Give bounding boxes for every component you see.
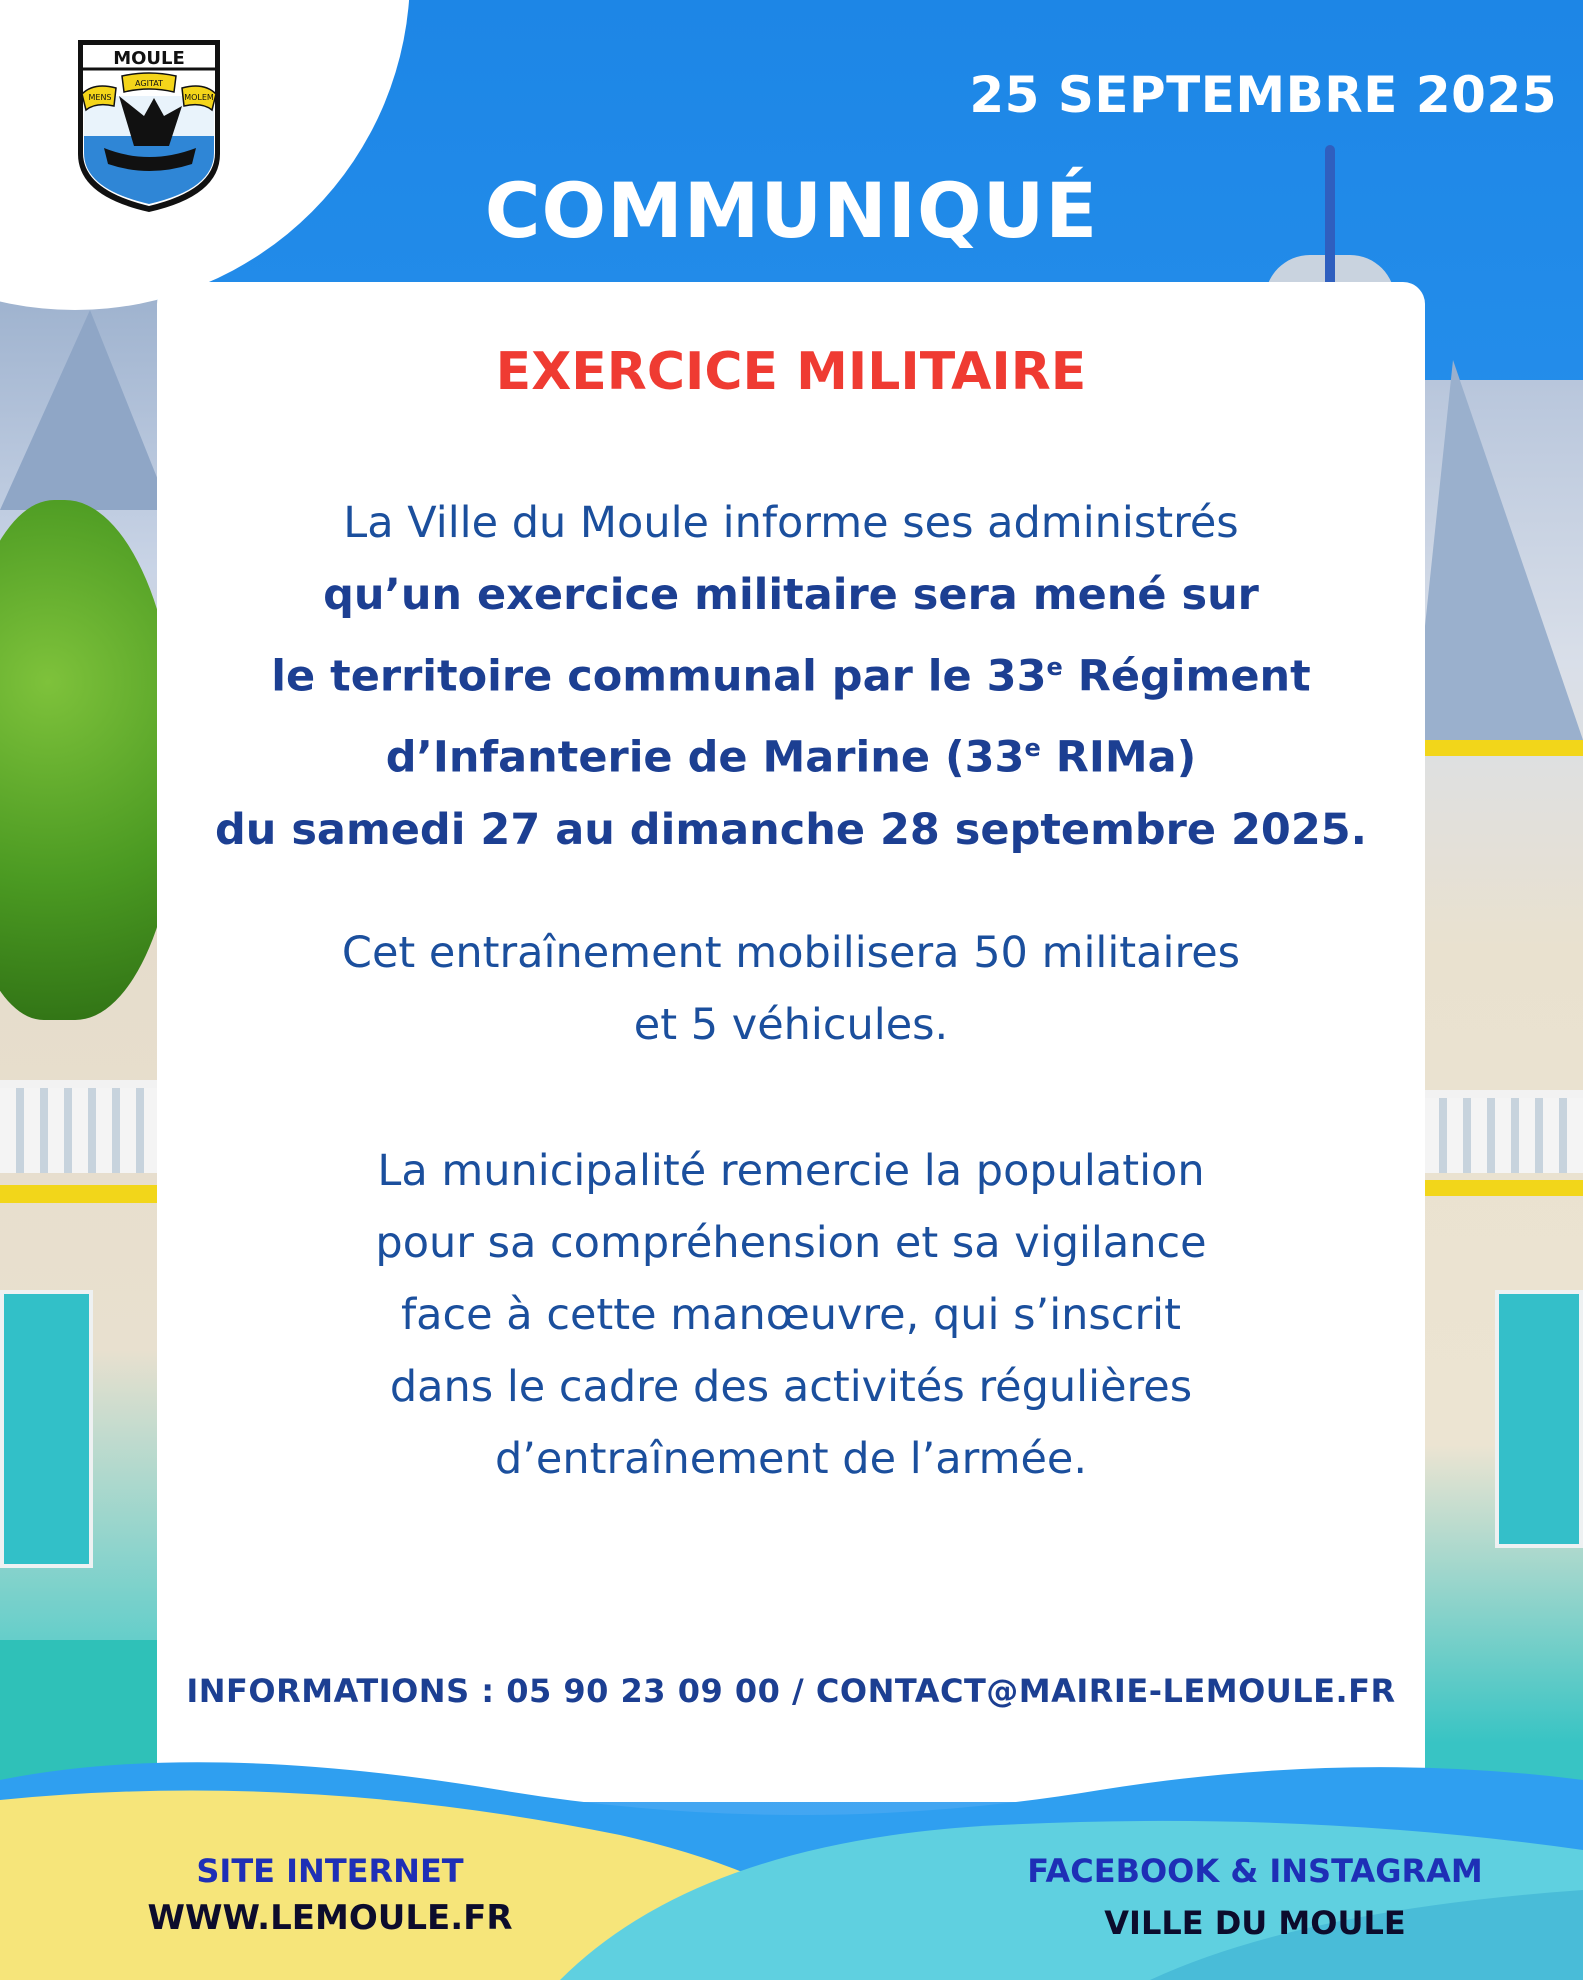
paragraph-1-line-5: du samedi 27 au dimanche 28 septembre 2025. (214, 804, 1368, 855)
background-balcony-right (1423, 1090, 1583, 1173)
svg-text:MOULE: MOULE (113, 48, 185, 69)
svg-text:MOLEM: MOLEM (184, 93, 214, 102)
social-media-label: FACEBOOK & INSTAGRAM (1027, 1852, 1483, 1890)
paragraph-1-line-4 (157, 712, 1425, 793)
social-media-account[interactable]: VILLE DU MOULE (1104, 1904, 1406, 1942)
background-balcony-left (0, 1080, 165, 1173)
paragraph-1-line-2: qu’un exercice militaire sera mené sur (323, 570, 1259, 620)
announcement-paragraph-1 (157, 487, 1425, 866)
website-label: SITE INTERNET (196, 1852, 464, 1890)
background-roof-right (1413, 360, 1583, 740)
paragraph-3-line-1: La municipalité remercie la population (377, 1146, 1205, 1196)
paragraph-1-line-1: La Ville du Moule informe ses administrés (343, 498, 1239, 548)
svg-text:AGITAT: AGITAT (135, 79, 163, 88)
paragraph-3-line-5: d’entraînement de l’armée. (494, 1434, 1088, 1484)
website-url-link[interactable]: WWW.LEMOULE.FR (147, 1898, 513, 1938)
announcement-card (157, 282, 1425, 1802)
background-yellow-trim-right-lower (1423, 1180, 1583, 1196)
paragraph-1-line-3-start: le territoire communal par le 33 (271, 651, 1047, 702)
announcement-paragraph-2 (157, 917, 1425, 1061)
background-shutter-right (1495, 1290, 1583, 1548)
page-title: COMMUNIQUÉ (484, 166, 1099, 255)
paragraph-2-line-1: Cet entraînement mobilisera 50 militaires (341, 928, 1241, 978)
background-shutter-left (0, 1290, 93, 1568)
svg-text:MENS: MENS (88, 93, 112, 102)
contact-information: INFORMATIONS : 05 90 23 09 00 / CONTACT@MAIRIE-LEMOULE.FR (186, 1672, 1396, 1710)
paragraph-1-line-4-start: d’Infanterie de Marine (33 (385, 732, 1025, 783)
background-roof-left (0, 310, 170, 510)
paragraph-3-line-4: dans le cadre des activités régulières (389, 1362, 1193, 1412)
ordinal-superscript: e (1024, 734, 1041, 763)
announcement-paragraph-3 (157, 1135, 1425, 1495)
ordinal-superscript: e (1046, 653, 1063, 681)
paragraph-2-line-2: et 5 véhicules. (633, 1000, 949, 1050)
publication-date: 25 SEPTEMBRE 2025 (969, 66, 1557, 124)
announcement-title: EXERCICE MILITAIRE (495, 342, 1087, 402)
background-yellow-trim-right (1418, 740, 1583, 756)
paragraph-3-line-2: pour sa compréhension et sa vigilance (375, 1218, 1207, 1268)
paragraph-1-line-3 (157, 631, 1425, 712)
paragraph-3-line-3: face à cette manœuvre, qui s’inscrit (401, 1290, 1181, 1340)
paragraph-1-line-4-end: RIMa) (1040, 732, 1197, 783)
background-yellow-trim-left (0, 1185, 165, 1203)
paragraph-1-line-3-end: Régiment (1062, 651, 1311, 702)
